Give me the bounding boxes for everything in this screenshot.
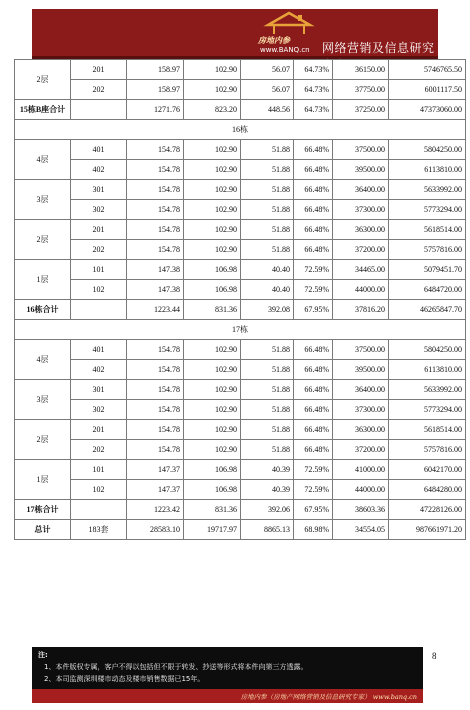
table-cell: 102.90: [184, 80, 241, 100]
table-cell: 37500.00: [333, 140, 389, 160]
total-cell: 67.95%: [294, 300, 333, 320]
floor-label: 3层: [15, 180, 71, 220]
table-cell: 37300.00: [333, 200, 389, 220]
total-label: 总计: [15, 520, 71, 540]
table-cell: 102.90: [184, 160, 241, 180]
table-body: [15, 60, 466, 540]
total-cell: 38603.36: [333, 500, 389, 520]
table-cell: 36150.00: [333, 60, 389, 80]
table-cell: 44000.00: [333, 480, 389, 500]
total-cell: [71, 500, 127, 520]
table-row: [15, 200, 466, 220]
table-cell: 106.98: [184, 460, 241, 480]
table-cell: 201: [71, 420, 127, 440]
table-cell: 40.39: [241, 460, 294, 480]
total-cell: 64.73%: [294, 100, 333, 120]
table-row: [15, 340, 466, 360]
table-cell: 37200.00: [333, 240, 389, 260]
table-cell: 102: [71, 480, 127, 500]
table-row: [15, 440, 466, 460]
table-cell: 147.37: [127, 460, 184, 480]
floor-label: 2层: [15, 220, 71, 260]
table-row: [15, 140, 466, 160]
total-cell: 47373060.00: [389, 100, 466, 120]
table-cell: 202: [71, 80, 127, 100]
table-cell: 66.48%: [294, 440, 333, 460]
table-cell: 154.78: [127, 360, 184, 380]
table-cell: 66.48%: [294, 200, 333, 220]
table-cell: 36400.00: [333, 380, 389, 400]
table-cell: 106.98: [184, 480, 241, 500]
total-label: 16栋合计: [15, 300, 71, 320]
table-row: [15, 240, 466, 260]
table-cell: 34465.00: [333, 260, 389, 280]
table-cell: 5079451.70: [389, 260, 466, 280]
table-cell: 302: [71, 400, 127, 420]
table-row: [15, 60, 466, 80]
table-cell: 154.78: [127, 180, 184, 200]
table-cell: 401: [71, 140, 127, 160]
table-cell: 101: [71, 260, 127, 280]
floor-label: 4层: [15, 340, 71, 380]
table-cell: 51.88: [241, 220, 294, 240]
table-row: [15, 160, 466, 180]
note-line-1: 1、本件版权专属，客户不得以包括但不限于转发、抄送等形式将本件向第三方透露。: [44, 663, 308, 671]
table-cell: 154.78: [127, 160, 184, 180]
floor-label: 1层: [15, 260, 71, 300]
total-cell: 831.36: [184, 300, 241, 320]
table-cell: 154.78: [127, 200, 184, 220]
table-cell: 51.88: [241, 180, 294, 200]
table-cell: 66.48%: [294, 340, 333, 360]
table-cell: 66.48%: [294, 220, 333, 240]
table-cell: 201: [71, 220, 127, 240]
table-cell: 106.98: [184, 280, 241, 300]
table-cell: 37750.00: [333, 80, 389, 100]
total-cell: 37816.20: [333, 300, 389, 320]
table-cell: 66.48%: [294, 420, 333, 440]
table-row: [15, 180, 466, 200]
table-cell: 102.90: [184, 220, 241, 240]
total-cell: [71, 300, 127, 320]
table-cell: 51.88: [241, 160, 294, 180]
table-row: [15, 80, 466, 100]
table-cell: 102.90: [184, 420, 241, 440]
table-cell: 51.88: [241, 420, 294, 440]
total-cell: 19717.97: [184, 520, 241, 540]
table-cell: 6484280.00: [389, 480, 466, 500]
table-row: [15, 400, 466, 420]
total-cell: 831.36: [184, 500, 241, 520]
table-cell: 402: [71, 160, 127, 180]
total-cell: [71, 100, 127, 120]
table-cell: 147.38: [127, 260, 184, 280]
table-cell: 102.90: [184, 180, 241, 200]
total-cell: 67.95%: [294, 500, 333, 520]
total-cell: 8865.13: [241, 520, 294, 540]
table-cell: 40.39: [241, 480, 294, 500]
table-cell: 102.90: [184, 360, 241, 380]
house-logo-icon: [260, 11, 318, 35]
table-cell: 154.78: [127, 240, 184, 260]
total-cell: 1223.42: [127, 500, 184, 520]
table-cell: 41000.00: [333, 460, 389, 480]
total-cell: 28583.10: [127, 520, 184, 540]
section-row: [15, 120, 466, 140]
table-cell: 51.88: [241, 440, 294, 460]
table-cell: 102.90: [184, 400, 241, 420]
table-cell: 102.90: [184, 60, 241, 80]
table-cell: 106.98: [184, 260, 241, 280]
floor-label: 2层: [15, 420, 71, 460]
page-number: 8: [432, 651, 437, 661]
table-cell: 66.48%: [294, 240, 333, 260]
table-row: [15, 480, 466, 500]
table-cell: 51.88: [241, 360, 294, 380]
table-cell: 202: [71, 440, 127, 460]
table-cell: 40.40: [241, 280, 294, 300]
brand-name: 网络营销及信息研究专家: [322, 41, 435, 72]
table-cell: 66.48%: [294, 160, 333, 180]
total-row: [15, 520, 466, 540]
total-cell: 987661971.20: [389, 520, 466, 540]
total-row: [15, 100, 466, 120]
table-cell: 5757816.00: [389, 440, 466, 460]
section-title: 17栋: [15, 320, 466, 340]
table-cell: 44000.00: [333, 280, 389, 300]
table-cell: 56.07: [241, 60, 294, 80]
table-cell: 147.37: [127, 480, 184, 500]
total-cell: 1271.76: [127, 100, 184, 120]
table-cell: 301: [71, 380, 127, 400]
table-cell: 101: [71, 460, 127, 480]
total-cell: 823.20: [184, 100, 241, 120]
table-cell: 6113810.00: [389, 160, 466, 180]
table-cell: 64.73%: [294, 60, 333, 80]
table-cell: 5618514.00: [389, 420, 466, 440]
table-cell: 51.88: [241, 200, 294, 220]
table-cell: 66.48%: [294, 140, 333, 160]
total-cell: 34554.05: [333, 520, 389, 540]
table-cell: 6001117.50: [389, 80, 466, 100]
notes-title: 注:: [38, 651, 48, 659]
floor-label: 1层: [15, 460, 71, 500]
table-row: [15, 380, 466, 400]
table-cell: 51.88: [241, 140, 294, 160]
table-cell: 36300.00: [333, 420, 389, 440]
table-cell: 36400.00: [333, 180, 389, 200]
table-cell: 102.90: [184, 380, 241, 400]
table-cell: 154.78: [127, 220, 184, 240]
total-cell: 1223.44: [127, 300, 184, 320]
table-cell: 158.97: [127, 80, 184, 100]
section-row: [15, 320, 466, 340]
table-cell: 6484720.00: [389, 280, 466, 300]
total-cell: 68.98%: [294, 520, 333, 540]
table-cell: 51.88: [241, 380, 294, 400]
table-cell: 102.90: [184, 200, 241, 220]
table-cell: 66.48%: [294, 400, 333, 420]
total-row: [15, 300, 466, 320]
total-cell: 37250.00: [333, 100, 389, 120]
table-cell: 72.59%: [294, 460, 333, 480]
total-cell: 46265847.70: [389, 300, 466, 320]
table-cell: 154.78: [127, 380, 184, 400]
table-cell: 5804250.00: [389, 140, 466, 160]
table-cell: 5773294.00: [389, 200, 466, 220]
floor-label: 3层: [15, 380, 71, 420]
table-cell: 72.59%: [294, 260, 333, 280]
table-cell: 39500.00: [333, 360, 389, 380]
table-cell: 5633992.00: [389, 380, 466, 400]
sales-data-table: [14, 59, 466, 540]
table-cell: 401: [71, 340, 127, 360]
table-cell: 302: [71, 200, 127, 220]
table-cell: 5618514.00: [389, 220, 466, 240]
total-label: 15栋B座合计: [15, 100, 71, 120]
table-cell: 37500.00: [333, 340, 389, 360]
table-cell: 154.78: [127, 140, 184, 160]
table-cell: 51.88: [241, 240, 294, 260]
table-cell: 51.88: [241, 400, 294, 420]
total-cell: 183套: [71, 520, 127, 540]
table-cell: 102.90: [184, 340, 241, 360]
table-cell: 201: [71, 60, 127, 80]
section-title: 16栋: [15, 120, 466, 140]
table-cell: 5804250.00: [389, 340, 466, 360]
brand-cursive-name: 房地内参: [258, 35, 290, 45]
table-cell: 102.90: [184, 240, 241, 260]
table-cell: 158.97: [127, 60, 184, 80]
table-cell: 102: [71, 280, 127, 300]
table-cell: 102.90: [184, 440, 241, 460]
table-cell: 402: [71, 360, 127, 380]
table-row: [15, 260, 466, 280]
table-cell: 301: [71, 180, 127, 200]
table-row: [15, 460, 466, 480]
floor-label: 2层: [15, 60, 71, 100]
table-cell: 202: [71, 240, 127, 260]
brand-url: www.BANQ.cn: [260, 46, 310, 54]
table-row: [15, 360, 466, 380]
table-cell: 72.59%: [294, 280, 333, 300]
total-cell: 47228126.00: [389, 500, 466, 520]
table-cell: 5746765.50: [389, 60, 466, 80]
table-cell: 37300.00: [333, 400, 389, 420]
table-cell: 66.48%: [294, 360, 333, 380]
total-cell: 392.06: [241, 500, 294, 520]
total-row: [15, 500, 466, 520]
table-cell: 5773294.00: [389, 400, 466, 420]
table-cell: 72.59%: [294, 480, 333, 500]
table-cell: 147.38: [127, 280, 184, 300]
table-row: [15, 220, 466, 240]
table-cell: 66.48%: [294, 180, 333, 200]
table-cell: 40.40: [241, 260, 294, 280]
total-cell: 392.08: [241, 300, 294, 320]
footer-bar: 房地内参（房地产网络营销及信息研究专家） www.banq.cn: [32, 689, 423, 703]
table-cell: 5633992.00: [389, 180, 466, 200]
table-cell: 51.88: [241, 340, 294, 360]
table-row: [15, 420, 466, 440]
table-cell: 154.78: [127, 400, 184, 420]
table-cell: 154.78: [127, 340, 184, 360]
table-cell: 154.78: [127, 440, 184, 460]
table-row: [15, 280, 466, 300]
floor-label: 4层: [15, 140, 71, 180]
total-cell: 448.56: [241, 100, 294, 120]
table-cell: 102.90: [184, 140, 241, 160]
notes-box: [32, 647, 423, 689]
total-label: 17栋合计: [15, 500, 71, 520]
table-cell: 39500.00: [333, 160, 389, 180]
table-cell: 36300.00: [333, 220, 389, 240]
table-cell: 154.78: [127, 420, 184, 440]
note-line-2: 2、本司监测深圳楼市动态及楼市销售数据已15年。: [44, 675, 205, 683]
table-cell: 6113810.00: [389, 360, 466, 380]
table-cell: 37200.00: [333, 440, 389, 460]
table-cell: 5757816.00: [389, 240, 466, 260]
table-cell: 56.07: [241, 80, 294, 100]
table-cell: 66.48%: [294, 380, 333, 400]
table-cell: 6042170.00: [389, 460, 466, 480]
table-cell: 64.73%: [294, 80, 333, 100]
